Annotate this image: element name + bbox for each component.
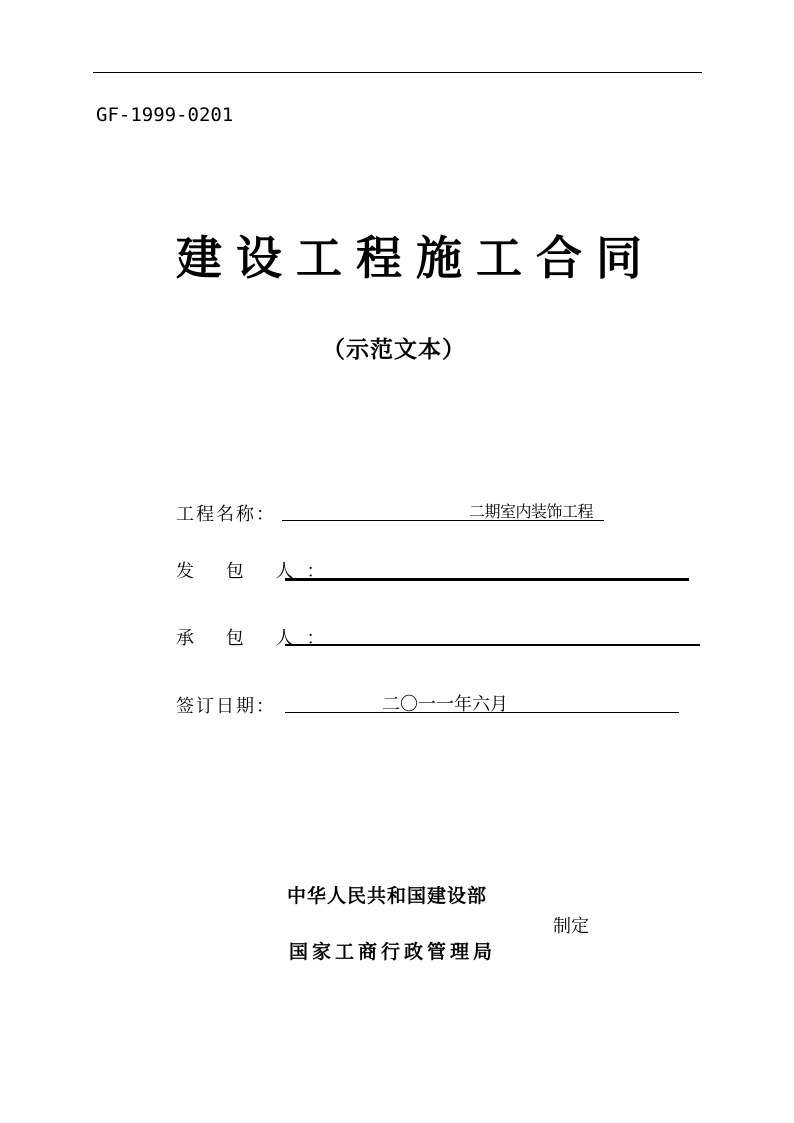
header-rule <box>93 72 702 73</box>
signing-date-label: 签订日期： <box>176 696 276 717</box>
project-name-label: 工程名称： <box>176 504 276 525</box>
contractor-underline <box>285 644 700 646</box>
issuer-suffix: 制定 <box>553 916 589 937</box>
document-subtitle: （示范文本） <box>322 337 466 363</box>
employer-underline <box>285 578 689 581</box>
signing-date-value: 二〇一一年六月 <box>382 694 508 715</box>
employer-label: 发 包 人： <box>176 561 338 582</box>
document-title: 建设工程施工合同 <box>176 231 656 285</box>
project-name-value: 二期室内装饰工程 <box>469 502 594 521</box>
document-code: GF-1999-0201 <box>96 104 234 126</box>
issuer-ministry: 中华人民共和国建设部 <box>287 885 488 907</box>
issuer-administration: 国家工商行政管理局 <box>289 941 497 963</box>
contractor-label: 承 包 人： <box>176 628 338 649</box>
